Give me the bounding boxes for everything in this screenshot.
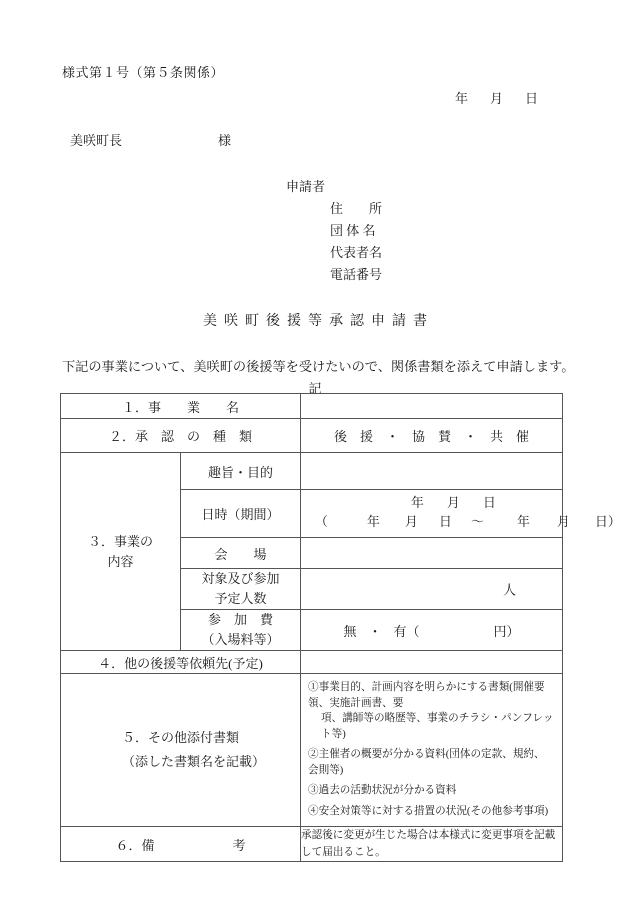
participants-unit: 人 (503, 582, 517, 598)
date-month-label: 月 (490, 91, 504, 106)
input-venue[interactable] (301, 538, 563, 569)
table-row-remarks (61, 827, 563, 862)
table-row-attachments (61, 674, 563, 827)
label-approval-type: ２．承 認 の 種 類 (61, 419, 301, 453)
applicant-phone-label: 電話番号 (330, 267, 383, 282)
label-other-requests: ４．他の後援等依頼先(予定) (61, 651, 301, 674)
label-attachments-line2: （添した書類名を記載） (122, 754, 266, 769)
option-fee-none[interactable]: 無 (343, 623, 357, 639)
datetime-day-label: 日 (483, 496, 496, 510)
form-number: 様式第１号（第５条関係） (62, 65, 225, 80)
table-row-other-requests (61, 651, 563, 674)
label-business-name: １．事 業 名 (61, 394, 301, 419)
applicant-label: 申請者 (286, 179, 326, 194)
label-fee-line2: （入場料等） (201, 632, 280, 647)
attachments-list-cell (301, 674, 563, 827)
option-separator-1: ・ (385, 429, 399, 444)
datetime-single-line (301, 494, 562, 513)
attachment-item-1-cont: 項、講師等の略歴等、事業のチラシ・パンフレット等) (321, 713, 554, 740)
table-row-business-name (61, 394, 563, 419)
option-fee-yes[interactable]: 有（ (393, 623, 420, 639)
label-venue: 会 場 (181, 538, 301, 569)
intro-paragraph: 下記の事業について、美咲町の後援等を受けたいので、関係書類を添えて申請します。 (62, 359, 575, 374)
attachment-item-4: ④安全対策等に対する措置の状況(その他参考事項) (308, 805, 549, 817)
option-kyousan[interactable]: 協 賛 (412, 429, 452, 444)
document-title-text: 美 咲 町 後 援 等 承 認 申 請 書 (203, 314, 427, 329)
input-business-name[interactable] (301, 394, 563, 419)
label-business-content-line1: ３．事業の (87, 533, 153, 549)
applicant-organization-label: 団 体 名 (330, 223, 376, 238)
label-datetime: 日時（期間） (181, 490, 301, 538)
label-business-content (61, 453, 181, 651)
input-purpose[interactable] (301, 453, 563, 490)
fee-unit: 円） (493, 623, 520, 639)
label-purpose: 趣旨・目的 (181, 453, 301, 490)
addressee-name: 美咲町長 (70, 133, 123, 148)
datetime-range-line (301, 513, 621, 532)
addressee-line (70, 130, 231, 149)
option-kouen[interactable]: 後 援 (333, 429, 373, 444)
attachment-item-1 (308, 680, 555, 742)
label-remarks: ６．備 考 (61, 827, 301, 862)
document-date-line (455, 88, 538, 107)
ki-marker: 記 (308, 381, 322, 396)
addressee-honorific: 様 (218, 133, 232, 148)
range-tilde: ～ (471, 515, 484, 529)
label-attachments-line1: ５．その他添付書類 (122, 730, 240, 745)
label-fee-line1: 参 加 費 (208, 612, 274, 627)
range-end-day: 日） (595, 515, 621, 529)
range-end-month: 月 (557, 515, 570, 529)
attachment-item-3: ③過去の活動状況が分かる資料 (308, 785, 457, 796)
attachment-item-1-head: ①事業目的、計画内容を明らかにする書類(開催要領、実施計画書、要 (308, 682, 545, 709)
range-start-month: 月 (405, 515, 418, 529)
label-fee (181, 610, 301, 651)
date-year-label: 年 (455, 91, 469, 106)
range-end-year: 年 (517, 515, 530, 529)
range-open-paren: （ (315, 515, 328, 529)
table-row-purpose (61, 453, 563, 490)
application-form-table (60, 393, 621, 862)
label-business-content-line2: 内容 (107, 553, 134, 569)
range-start-day: 日 (439, 515, 452, 529)
applicant-block (286, 176, 382, 286)
options-approval-type[interactable] (301, 419, 563, 453)
label-participants-line1: 対象及び参加 (201, 571, 280, 586)
input-datetime[interactable] (301, 490, 621, 538)
input-participants[interactable] (301, 569, 563, 610)
datetime-year-label: 年 (411, 496, 424, 510)
applicant-representative-label: 代表者名 (330, 245, 383, 260)
options-fee[interactable] (301, 610, 563, 651)
document-title (0, 310, 630, 330)
range-start-year: 年 (367, 515, 380, 529)
attachment-item-2: ②主催者の概要が分かる資料(団体の定款、規約、会則等) (308, 749, 545, 776)
datetime-month-label: 月 (447, 496, 460, 510)
option-separator-2: ・ (464, 429, 478, 444)
label-attachments (61, 674, 301, 827)
remarks-note: 承認後に変更が生じた場合は本様式に変更事項を記載して届出ること。 (301, 827, 563, 862)
fee-separator: ・ (368, 623, 382, 639)
date-day-label: 日 (525, 91, 539, 106)
option-kyousai[interactable]: 共 催 (490, 429, 530, 444)
label-participants (181, 569, 301, 610)
applicant-address-label: 住 所 (330, 201, 383, 216)
input-other-requests[interactable] (301, 651, 563, 674)
label-participants-line2: 予定人数 (214, 591, 267, 606)
table-row-approval-type (61, 419, 563, 453)
